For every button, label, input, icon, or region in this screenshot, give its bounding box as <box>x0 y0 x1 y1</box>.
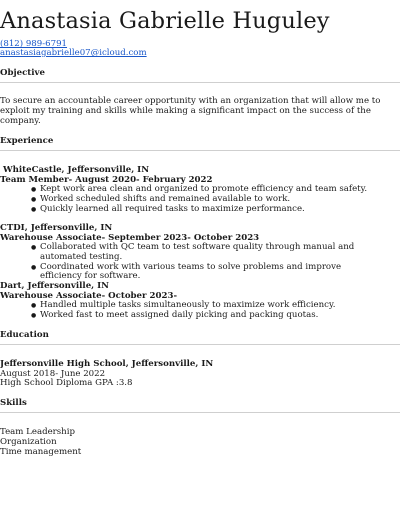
job-title: Warehouse Associate- September 2023- October 2023 <box>0 233 260 243</box>
skill-item: Team Leadership <box>0 427 75 437</box>
experience-divider <box>0 150 400 151</box>
experience-heading: Experience <box>0 136 54 146</box>
list-item: ● Coordinated work with various teams to solve problems and improve efficiency for software. <box>29 263 379 283</box>
phone-link[interactable]: (812) 989-6791 <box>0 39 68 49</box>
job-employer: CTDI, Jeffersonville, IN <box>0 223 113 233</box>
job-bullet-list <box>29 301 379 321</box>
candidate-name: Anastasia Gabrielle Huguley <box>0 8 330 34</box>
list-item: ● Kept work area clean and organized to promote efficiency and team safety. <box>29 185 379 195</box>
job-bullet-list <box>29 243 379 282</box>
objective-text: To secure an accountable career opportunity with an organization that will allow me to exploit my training and skills while making a significant impact on the success of the company. <box>0 96 381 126</box>
email-line <box>0 48 147 58</box>
objective-heading: Objective <box>0 68 45 78</box>
skill-item: Time management <box>0 447 82 457</box>
job-title: Team Member- August 2020- February 2022 <box>0 175 213 185</box>
school-name: Jeffersonville High School, Jeffersonville, IN <box>0 359 214 369</box>
job-employer: WhiteCastle, Jeffersonville, IN <box>3 165 150 175</box>
job-title: Warehouse Associate- October 2023- <box>0 291 178 301</box>
email-link[interactable]: anastasiagabrielle07@icloud.com <box>0 48 147 58</box>
objective-divider <box>0 82 400 83</box>
list-item: ● Worked scheduled shifts and remained available to work. <box>29 195 379 205</box>
skill-item: Organization <box>0 437 57 447</box>
education-dates: August 2018- June 2022 <box>0 369 106 379</box>
diploma-line: High School Diploma GPA :3.8 <box>0 378 133 388</box>
list-item: ● Collaborated with QC team to test software quality through manual and automated testing. <box>29 243 379 263</box>
education-divider <box>0 344 400 345</box>
list-item: ● Quickly learned all required tasks to maximize performance. <box>29 205 379 215</box>
job-employer: Dart, Jeffersonville, IN <box>0 281 110 291</box>
list-item: ● Handled multiple tasks simultaneously to maximize work efficiency. <box>29 301 379 311</box>
skills-divider <box>0 412 400 413</box>
job-bullet-list <box>29 185 379 214</box>
list-item: ● Worked fast to meet assigned daily picking and packing quotas. <box>29 311 379 321</box>
skills-heading: Skills <box>0 398 27 408</box>
education-heading: Education <box>0 330 49 340</box>
